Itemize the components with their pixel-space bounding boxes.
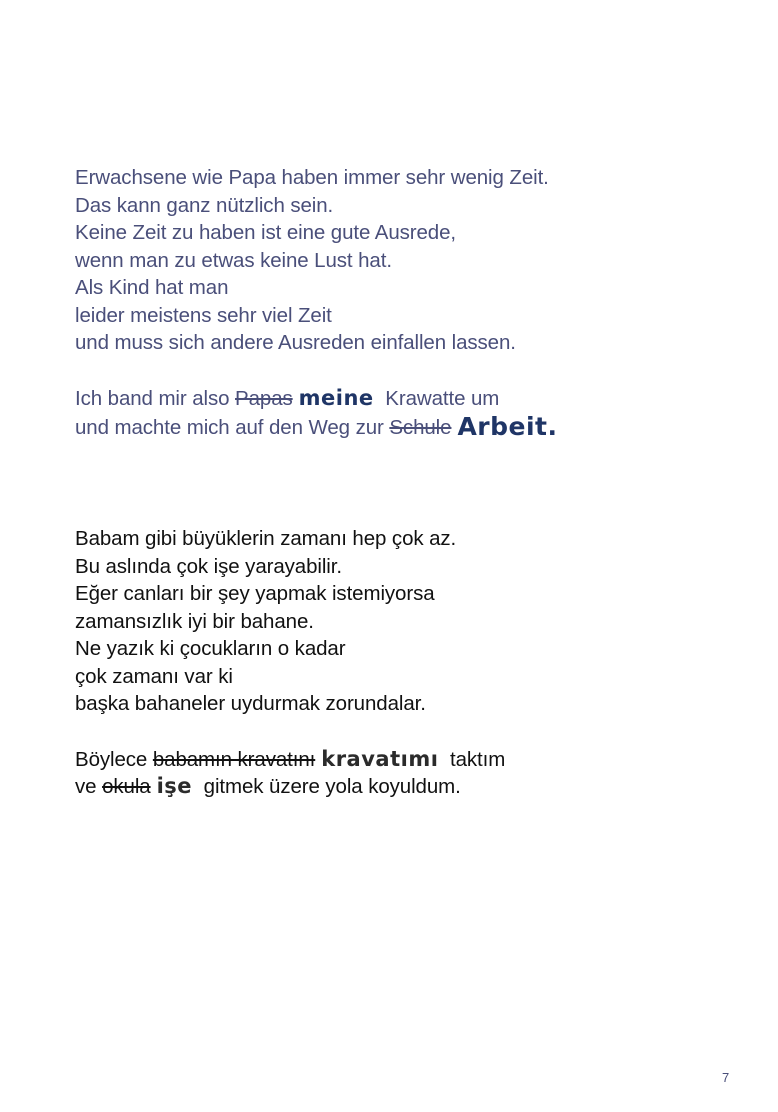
turkish-struck-words-babamin-kravatini: babamın kravatını — [152, 747, 316, 771]
turkish-line-3: Eğer canları bir şey yapmak istemiyorsa — [75, 582, 435, 605]
turkish-line-4: zamansızlık iyi bir bahane. — [75, 609, 314, 633]
german-line-9 — [75, 412, 715, 442]
turkish-line-8 — [75, 746, 715, 774]
turkish-line-8-post: taktım — [450, 747, 506, 771]
german-line-1: Erwachsene wie Papa haben immer sehr wenig Zeit. — [75, 166, 549, 189]
german-line-2: Das kann ganz nützlich sein. — [75, 193, 334, 217]
turkish-line-6: çok zamanı var ki — [75, 664, 233, 688]
turkish-line-2: Bu aslında çok işe yarayabilir. — [75, 554, 342, 578]
turkish-line-9-post: gitmek üzere yola koyuldum. — [203, 775, 461, 798]
turkish-struck-word-okula: okula — [102, 775, 151, 798]
german-line-8-pre: Ich band mir also — [75, 386, 230, 410]
german-struck-word-papas: Papas — [235, 386, 293, 410]
turkish-line-8-pre: Böylece — [75, 747, 148, 771]
page-number: 7 — [722, 1070, 730, 1085]
turkish-line-9-pre: ve — [75, 775, 97, 798]
german-handwritten-arbeit: Arbeit. — [457, 412, 558, 441]
turkish-line-1: Babam gibi büyüklerin zamanı hep çok az. — [75, 527, 457, 550]
german-text-block — [75, 164, 715, 442]
german-line-8-post: Krawatte um — [385, 386, 500, 410]
turkish-line-7: başka bahaneler uydurmak zorundalar. — [75, 692, 426, 715]
german-line-8 — [75, 385, 715, 413]
german-line-7: und muss sich andere Ausreden einfallen lassen. — [75, 331, 516, 354]
german-line-4: wenn man zu etwas keine Lust hat. — [75, 248, 392, 272]
turkish-handwritten-ise: işe — [156, 774, 193, 798]
turkish-text-block — [75, 525, 715, 801]
turkish-line-5: Ne yazık ki çocukların o kadar — [75, 637, 346, 660]
german-line-3: Keine Zeit zu haben ist eine gute Ausrede, — [75, 221, 457, 244]
german-line-6: leider meistens sehr viel Zeit — [75, 303, 332, 327]
turkish-line-9 — [75, 773, 715, 801]
german-line-9-pre: und machte mich auf den Weg zur — [75, 416, 384, 439]
german-struck-word-schule: Schule — [389, 416, 452, 439]
german-handwritten-meine: meine — [298, 385, 374, 410]
turkish-handwritten-kravatimi: kravatımı — [321, 746, 439, 771]
german-line-5: Als Kind hat man — [75, 276, 229, 299]
